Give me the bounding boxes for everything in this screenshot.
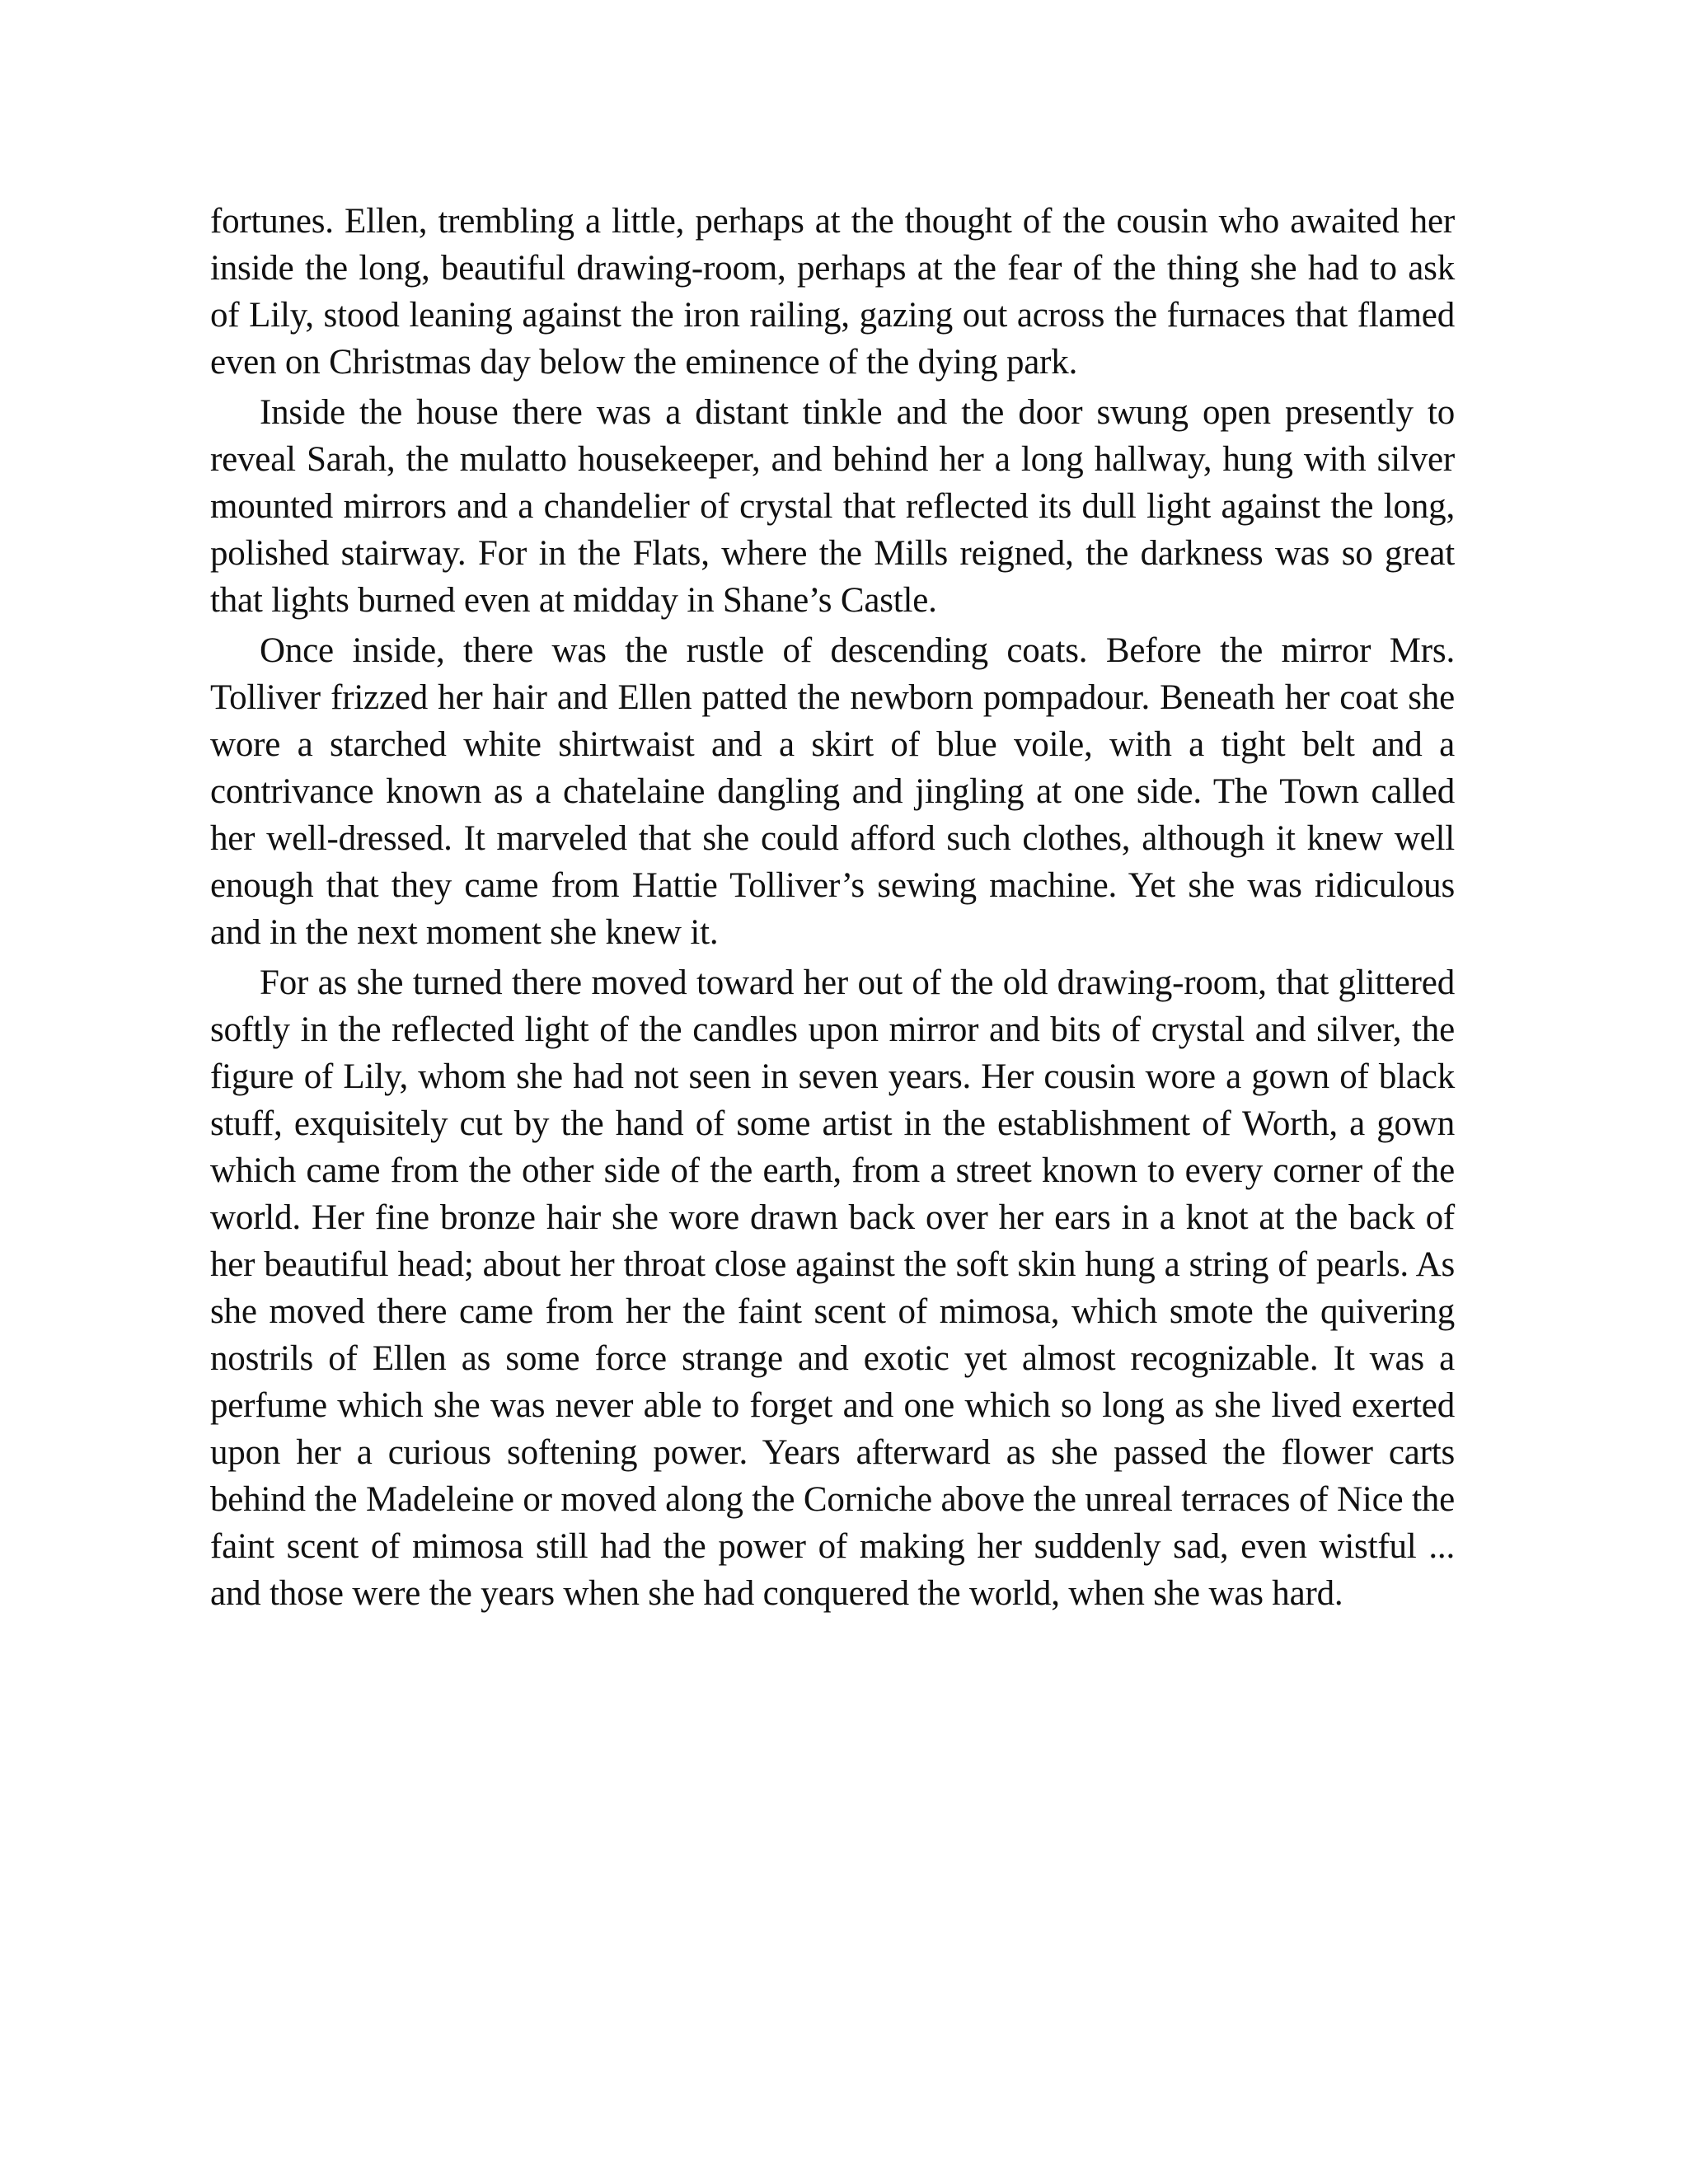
- paragraph-4: For as she turned there moved toward her out of the old drawing-room, that glittered softly in the reflected light of the candles upon mirror and bits of crystal and silver, the figure of Lily, whom she had not seen in seven years. Her cousin wore a gown of black stuff, exquisitely cut by the hand of some artist in the establishment of Worth, a gown which came from the other side of the earth, from a street known to every corner of the world. Her fine bronze hair she wore drawn back over her ears in a knot at the back of her beautiful head; about her throat close against the soft skin hung a string of pearls. As she moved there came from her the faint scent of mimosa, which smote the quivering nostrils of Ellen as some force strange and exotic yet almost recognizable. It was a perfume which she was never able to forget and one which so long as she lived exerted upon her a curious softening power. Years afterward as she passed the flower carts behind the Madeleine or moved along the Corniche above the unreal terraces of Nice the faint scent of mimosa still had the power of making her suddenly sad, even wistful ... and those were the years when she had conquered the world, when she was hard.: [210, 963, 1455, 1613]
- paragraph-2: Inside the house there was a distant tinkle and the door swung open presently to reveal Sarah, the mulatto housekeeper, and behind her a long hallway, hung with silver mounted mirrors and a chandelier of crystal that reflected its dull light against the long, polished stairway. For in the Flats, where the Mills reigned, the darkness was so great that lights burned even at midday in Shane’s Castle.: [210, 393, 1455, 620]
- paragraph-3: Once inside, there was the rustle of descending coats. Before the mirror Mrs. Tolliver frizzed her hair and Ellen patted the newborn pompadour. Beneath her coat she wore a starched white shirtwaist and a skirt of blue voile, with a tight belt and a contrivance known as a chatelaine dangling and jingling at one side. The Town called her well-dressed. It marveled that she could afford such clothes, although it knew well enough that they came from Hattie Tolliver’s sewing machine. Yet she was ridiculous and in the next moment she knew it.: [210, 631, 1455, 952]
- paragraph-1: fortunes. Ellen, trembling a little, perhaps at the thought of the cousin who awaited her inside the long, beautiful drawing-room, perhaps at the fear of the thing she had to ask of Lily, stood leaning against the iron railing, gazing out across the furnaces that flamed even on Christmas day below the eminence of the dying park.: [210, 202, 1455, 382]
- body-text: [210, 198, 1455, 1620]
